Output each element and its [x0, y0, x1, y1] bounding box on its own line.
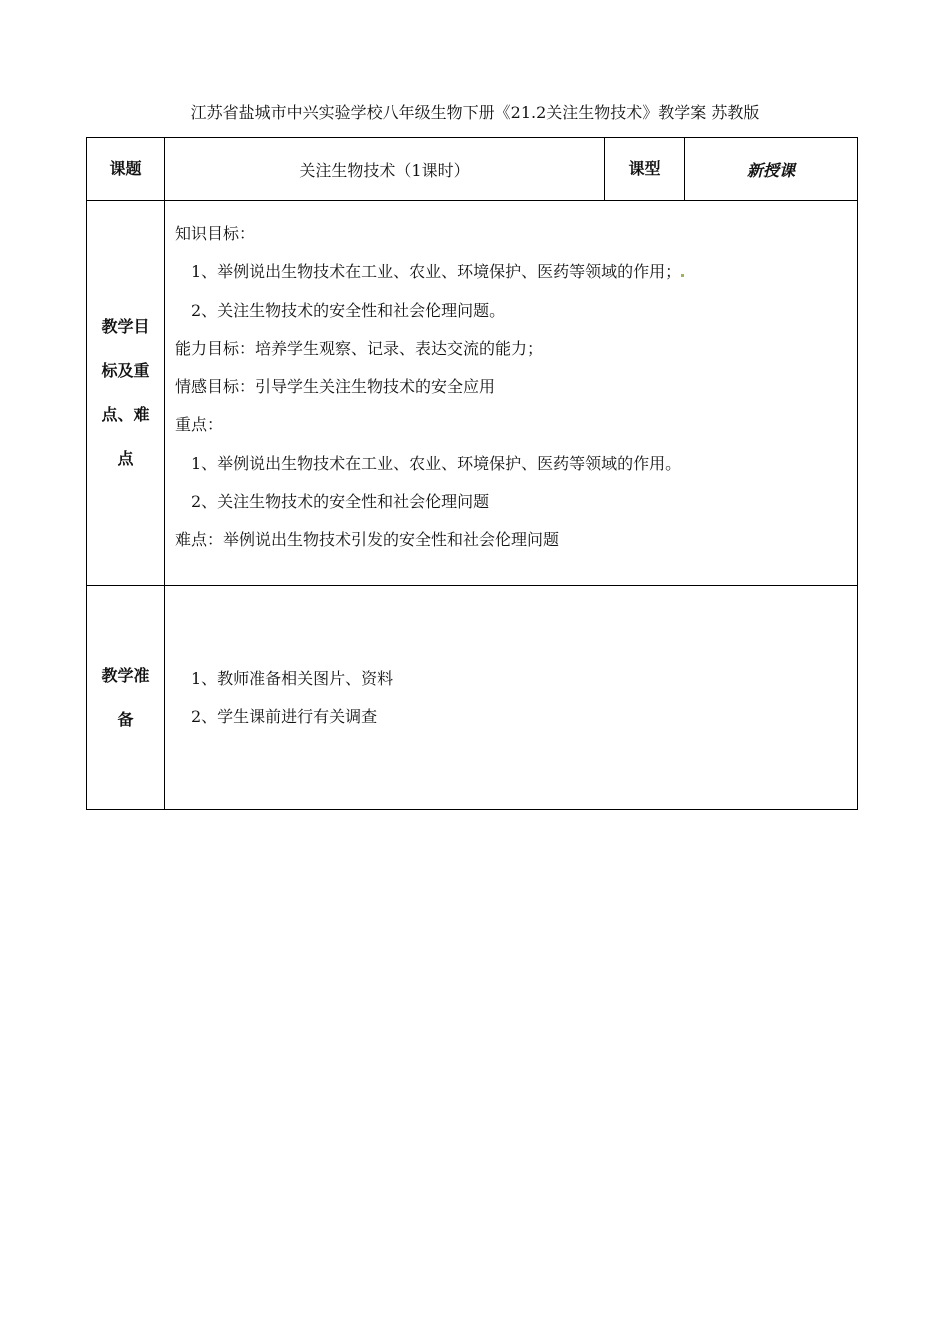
knowledge-goal-heading: 知识目标：	[175, 224, 256, 243]
type-value-cell	[685, 138, 858, 201]
preparation-content-cell	[165, 586, 858, 810]
preparation-row	[87, 586, 858, 810]
preparation-label-line: 备	[117, 709, 134, 729]
type-label-cell	[605, 138, 685, 201]
objective-line: 2、关注生物技术的安全性和社会伦理问题。	[191, 300, 506, 320]
type-value: 新授课	[746, 160, 795, 180]
difficulty-line: 难点：举例说出生物技术引发的安全性和社会伦理问题	[175, 530, 560, 550]
key-point-line: 1、举例说出生物技术在工业、农业、环境保护、医药等领域的作用。	[191, 453, 682, 473]
preparation-label-cell	[87, 586, 165, 810]
key-point-line: 2、关注生物技术的安全性和社会伦理问题	[191, 492, 490, 512]
header-row	[87, 138, 858, 201]
objectives-content-cell	[165, 201, 858, 586]
topic-label-cell	[87, 138, 165, 201]
editor-mark	[681, 274, 684, 277]
objective-line: 1、举例说出生物技术在工业、农业、环境保护、医药等领域的作用；	[175, 253, 857, 291]
objectives-label-line: 教学目	[101, 317, 150, 336]
document-title: 江苏省盐城市中兴实验学校八年级生物下册《21.2关注生物技术》教学案 苏教版	[190, 103, 760, 122]
preparation-line: 1、教师准备相关图片、资料	[191, 668, 394, 688]
preparation-label-line: 教学准	[101, 665, 150, 685]
topic-value: 关注生物技术（1课时）	[299, 160, 470, 180]
objectives-label-line: 标及重	[101, 361, 150, 380]
emotion-goal-line: 情感目标：引导学生关注生物技术的安全应用	[175, 377, 496, 397]
objectives-label-line: 点	[117, 449, 134, 468]
key-points-heading: 重点：	[175, 415, 224, 435]
objectives-label-line: 点、难	[101, 405, 150, 424]
lesson-plan-table	[86, 137, 858, 810]
preparation-line: 2、学生课前进行有关调查	[191, 706, 378, 726]
ability-goal-line: 能力目标：培养学生观察、记录、表达交流的能力；	[175, 338, 544, 358]
type-label: 课型	[628, 159, 661, 178]
objectives-row	[87, 201, 858, 586]
topic-value-cell	[165, 138, 605, 201]
objectives-label-cell	[87, 201, 165, 586]
topic-label: 课题	[109, 159, 142, 178]
